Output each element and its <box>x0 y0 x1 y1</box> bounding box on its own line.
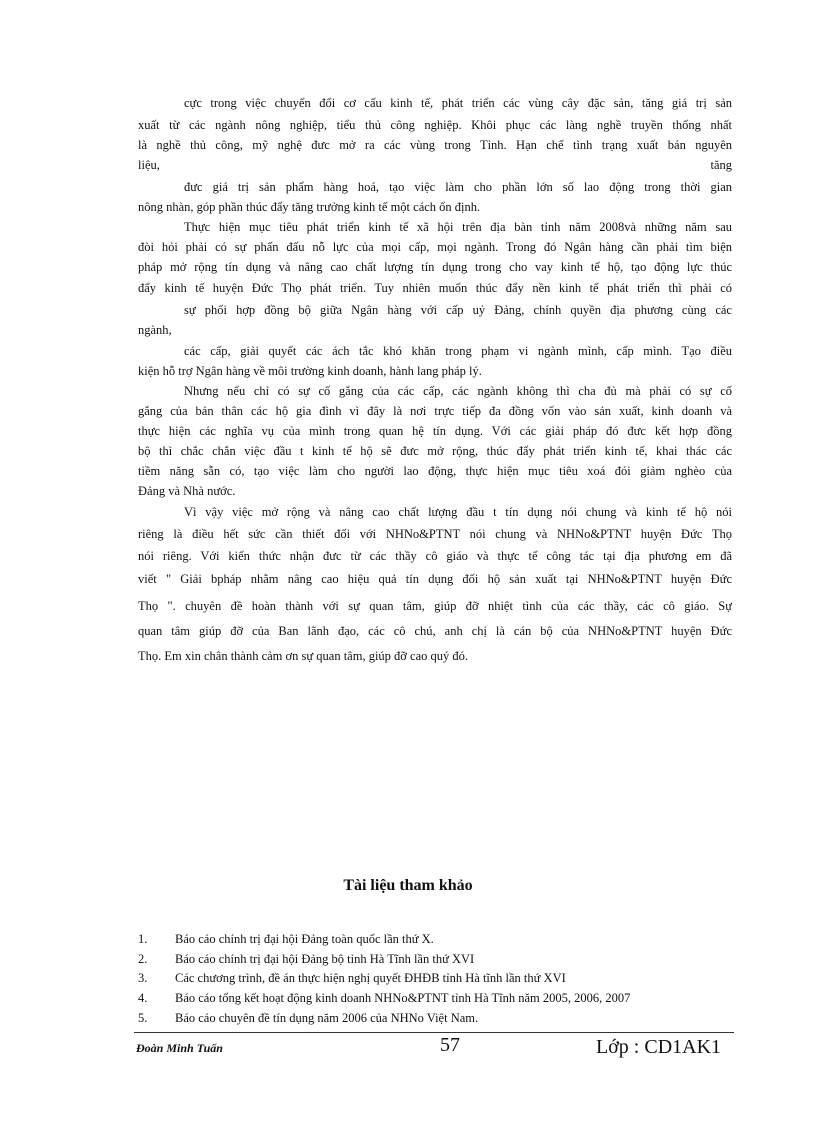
body-line: Nhưng nếu chỉ có sự cố gắng của các cấp, các ngành không thì cha đủ mà phải có sự cố <box>184 384 732 398</box>
body-line: ngành, <box>138 323 172 337</box>
body-line: đòi hỏi phải có sự phấn đấu nỗ lực của mọi cấp, mọi ngành. Trong đó Ngân hàng cần phải tìm biện <box>138 240 732 254</box>
body-line: kiện hỗ trợ Ngân hàng về môi trường kinh doanh, hành lang pháp lý. <box>138 364 482 378</box>
body-line: riêng là điều hết sức cần thiết đối với NHNo&PTNT nói chung và NHNo&PTNT huyện Đức Thọ <box>138 527 732 541</box>
body-line: đưc giá trị sản phẩm hàng hoá, tạo việc làm cho phần lớn số lao động trong thời gian <box>184 180 732 194</box>
body-line: quan tâm giúp đỡ của Ban lãnh đạo, các cô chú, anh chị là cán bộ của NHNo&PTNT huyện Đức <box>138 624 732 638</box>
page-number: 57 <box>440 1034 460 1056</box>
body-line: nông nhàn, góp phần thúc đẩy tăng trưởng kinh tế một cách ổn định. <box>138 200 481 214</box>
reference-text: Báo cáo tổng kết hoạt động kinh doanh NHNo&PTNT tỉnh Hà Tĩnh năm 2005, 2006, 2007 <box>175 991 631 1005</box>
reference-text: Báo cáo chuyên đề tín dụng năm 2006 của NHNo Việt Nam. <box>175 1011 479 1025</box>
body-line: pháp mở rộng tín dụng và nâng cao chất lượng tín dụng trong cho vay kinh tế hộ, tạo động lực thúc <box>138 260 732 274</box>
body-line: tiềm năng sẵn có, tạo việc làm cho người lao động, thực hiện mục tiêu xoá đói giảm nghèo của <box>138 464 732 478</box>
reference-number: 2. <box>138 952 148 966</box>
reference-item <box>138 970 738 986</box>
body-line: xuất từ các ngành nông nghiệp, tiểu thủ công nghiệp. Khôi phục các làng nghề truyền thống nhất <box>138 118 732 132</box>
body-line: Đảng và Nhà nước. <box>138 484 236 498</box>
reference-text: Báo cáo chính trị đại hội Đảng bộ tỉnh Hà Tĩnh lần thứ XVI <box>175 952 475 966</box>
references-heading: Tài liệu tham khảo <box>343 877 473 894</box>
body-line: bộ thì chắc chắn việc đầu t kinh tế hộ sẽ đưc mở rộng, thúc đẩy phát triển kinh tế, khai thác các <box>138 444 732 458</box>
body-line: gắng của bản thân các hộ gia đình vì đây là nơi trực tiếp đa đồng vốn vào sản xuất, kinh doanh và <box>138 404 732 418</box>
reference-text: Báo cáo chính trị đại hội Đảng toàn quốc lần thứ X. <box>175 932 434 946</box>
body-line: đẩy kinh tế huyện Đức Thọ phát triển. Tuy nhiên muốn thúc đẩy nền kinh tế phát triển thì phải có <box>138 281 732 295</box>
body-line: các cấp, giải quyết các ách tắc khó khăn trong phạm vi ngành mình, cấp mình. Tạo điều <box>184 344 732 358</box>
reference-item <box>138 951 738 967</box>
reference-number: 5. <box>138 1011 148 1025</box>
footer-author: Đoàn Minh Tuấn <box>136 1041 223 1055</box>
footer-divider <box>134 1032 734 1033</box>
footer-class: Lớp : CD1AK1 <box>596 1036 722 1058</box>
reference-item <box>138 931 738 947</box>
body-line: liệu, tăng <box>138 158 732 172</box>
reference-item <box>138 1010 738 1026</box>
body-line: sự phối hợp đồng bộ giữa Ngân hàng với cấp uỷ Đảng, chính quyền địa phương cùng các <box>184 303 732 317</box>
reference-item <box>138 990 738 1006</box>
body-line: Thực hiện mục tiêu phát triển kinh tế xã hội trên địa bàn tỉnh năm 2008và những năm sau <box>184 220 732 234</box>
body-line: Vì vậy việc mở rộng và nâng cao chất lượng đầu t tín dụng nói chung và kinh tế hộ nói <box>184 505 732 519</box>
body-line: nói riêng. Với kiến thức nhận đưc từ các thầy cô giáo và thực tế công tác tại địa phương em đã <box>138 549 732 563</box>
body-line: Thọ. Em xin chân thành cảm ơn sự quan tâm, giúp đỡ cao quý đó. <box>138 649 468 663</box>
body-line: Thọ ". chuyên đề hoàn thành với sự quan tâm, giúp đỡ nhiệt tình của các thầy, các cô giáo. Sự <box>138 599 732 613</box>
reference-number: 1. <box>138 932 148 946</box>
body-line: cực trong việc chuyển đổi cơ cấu kinh tế, phát triển các vùng cây đặc sản, tăng giá trị sản <box>184 96 732 110</box>
body-line: viết " Giải bpháp nhằm nâng cao hiệu quả tín dụng đối hộ sản xuất tại NHNo&PTNT huyện Đức <box>138 572 732 586</box>
body-line: là nghề thủ công, mỹ nghệ đưc mở ra các vùng trong Tỉnh. Hạn chế tình trạng xuất bán nguyên <box>138 138 732 152</box>
reference-text: Các chương trình, đề án thực hiện nghị quyết ĐHĐB tỉnh Hà tĩnh lần thứ XVI <box>175 971 566 985</box>
body-line: thực hiện các nghĩa vụ của mình trong quan hệ tín dụng. Với các giải pháp đó đưc kết hợp đồng <box>138 424 732 438</box>
reference-number: 3. <box>138 971 148 985</box>
reference-number: 4. <box>138 991 148 1005</box>
